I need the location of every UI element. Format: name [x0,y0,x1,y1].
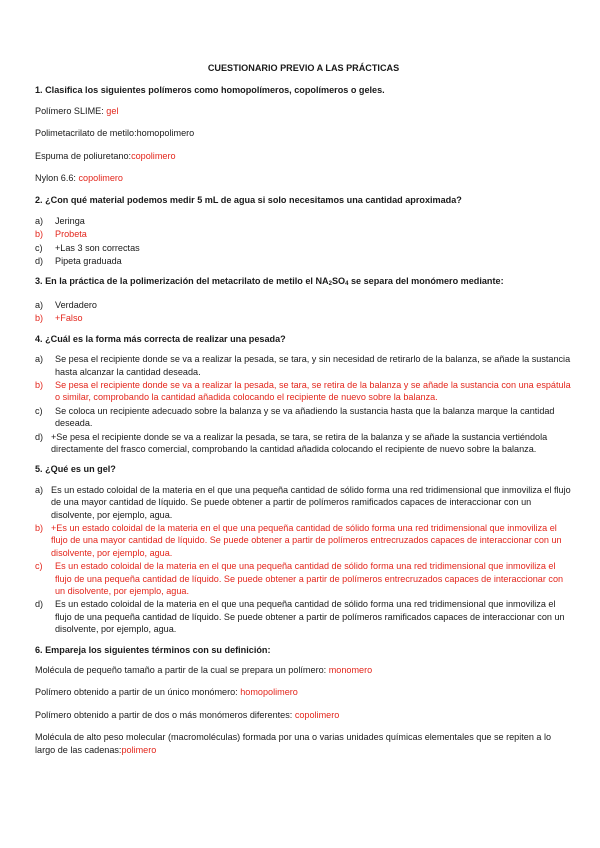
option-text: Se pesa el recipiente donde se va a realizar la pesada, se tara, y sin necesidad de retirarlo de la balanza, se añade la sustancia hasta alcanzar la cantidad deseada. [55,354,571,377]
q1-item-pmma [35,127,572,139]
q2-option-d [35,255,572,267]
q6-item-label: Polímero obtenido a partir de dos o más monómeros diferentes: [35,709,295,720]
q1-item-label: Polímero SLIME: [35,105,107,116]
option-text: +Las 3 son correctas [55,242,140,253]
q2-options [35,215,572,268]
question-6-heading: 6. Empareja los siguientes términos con su definición: [35,644,271,655]
q2-option-c [35,242,572,254]
question-2-heading: 2. ¿Con qué material podemos medir 5 mL de agua si solo necesitamos una cantidad aproximada? [35,195,462,206]
q5-option-b [35,522,572,559]
q4-option-a [35,353,572,378]
option-text: Verdadero [55,299,97,310]
option-text: Es un estado coloidal de la materia en el que una pequeña cantidad de sólido forma una red tridimensional que inmoviliza el flujo de una pequeña cantidad de líquido. Se puede obtener a partir de polímeros entrecruzados capaces de interaccionar con un disolvente, por ejemplo, agua. [55,561,564,596]
option-letter: d) [35,431,44,442]
option-text: Es un estado coloidal de la materia en el que una pequeña cantidad de sólido forma una red tridimensional que inmoviliza el flujo de una pequeña cantidad de líquido. Se puede obtener a partir de polímeros ramificados capaces de interaccionar con un disolvente, por ejemplo, agua. [55,599,565,635]
option-letter: c) [35,561,43,572]
q4-options [35,353,572,455]
question-4-heading: 4. ¿Cuál es la forma más correcta de realizar una pesada? [35,333,286,344]
q6-item-copolimero [35,709,572,721]
option-letter: b) [35,229,44,240]
option-letter: b) [35,313,44,324]
q2-option-a [35,215,572,227]
q6-item-answer: homopolimero [240,687,298,698]
q6-item-answer: monomero [328,665,373,676]
option-text: Se pesa el recipiente donde se va a realizar la pesada, se tara, se retira de la balanza y se añade la sustancia con una espátula o similar, comprobando la cantidad añadida colocando el recipiente de nuevo sobre la balanza. [55,379,571,403]
q1-item-answer: gel [106,105,119,116]
q4-option-c [35,405,572,430]
q6-item-monomero [35,664,572,676]
option-letter: d) [35,256,44,267]
question-5-heading: 5. ¿Qué es un gel? [35,464,116,475]
option-text: +Se pesa el recipiente donde se va a realizar la pesada, se tara, se retira de la balanza y se añade la sustancia vertiéndola directamente del frasco comercial, comprobando la cantidad añadida colocando el recipiente de nuevo sobre la balanza. [51,431,548,454]
document-title: CUESTIONARIO PREVIO A LAS PRÁCTICAS [207,63,400,73]
q5-option-a [35,484,572,521]
q4-option-d [35,431,572,456]
q6-item-polimero [35,731,572,756]
option-text: Es un estado coloidal de la materia en el que una pequeña cantidad de sólido forma una red tridimensional que inmoviliza el flujo de una mayor cantidad de líquido. Se puede obtener a partir de polímeros ramificados capaces de interaccionar con un disolvente, por ejemplo, agua. [51,484,571,520]
option-letter: a) [35,484,44,495]
option-letter: d) [35,599,44,610]
option-text: Jeringa [55,215,85,226]
option-letter: b) [35,379,44,390]
q1-item-nylon [35,172,572,184]
q3-option-b [35,312,572,324]
option-letter: c) [35,242,43,253]
option-letter: a) [35,354,44,365]
q3-heading-pre: 3. En la práctica de la polimerización del metacrilato de metilo el NA [35,276,329,287]
q3-subscript-4: 4 [345,281,349,288]
q6-item-label: Polímero obtenido a partir de un único monómero: [35,687,241,698]
option-letter: a) [35,215,44,226]
option-text: Se coloca un recipiente adecuado sobre la balanza y se va añadiendo la sustancia hasta que la balanza marque la cantidad deseada. [55,405,555,429]
q1-item-answer: copolimero [78,173,123,184]
option-letter: c) [35,405,43,416]
q4-option-b [35,379,572,404]
q5-option-d [35,598,572,635]
q3-options [35,299,572,325]
option-letter: a) [35,299,44,310]
q2-option-b [35,228,572,240]
q6-item-homopolimero [35,686,572,698]
option-text: +Falso [55,313,83,324]
option-text: Probeta [55,229,87,240]
option-letter: b) [35,522,44,533]
q1-item-pu-foam [35,150,572,162]
q6-item-label: Molécula de alto peso molecular (macromoléculas) formada por una o varias unidades químicas elementales que se repiten a lo largo de las cadenas: [35,732,552,755]
q6-item-answer: copolimero [294,709,340,720]
question-3-heading [35,275,572,290]
q3-heading-post: se separa del monómero mediante: [348,276,504,287]
q3-option-a [35,299,572,311]
q1-item-label: Nylon 6.6: [35,173,79,184]
q5-options [35,484,572,636]
q5-option-c [35,560,572,597]
q3-subscript-2: 2 [328,281,332,288]
q3-heading-mid: SO [331,276,346,287]
q6-item-label: Molécula de pequeño tamaño a partir de la cual se prepara un polímero: [35,665,329,676]
q1-item-label: Espuma de poliuretano: [35,150,132,161]
q6-item-answer: polimero [121,744,157,755]
option-text: +Es un estado coloidal de la materia en el que una pequeña cantidad de sólido forma una red tridimensional que inmoviliza el flujo de una mayor cantidad de líquido. Se puede obtener a partir de polímeros entrecruzados capaces de interaccionar con un disolvente, por ejemplo, agua. [51,522,562,558]
question-1-heading: 1. Clasifica los siguientes polímeros como homopolímeros, copolímeros o geles. [35,85,385,96]
q1-item-answer: homopolimero [136,128,195,139]
q1-item-answer: copolimero [131,150,176,161]
q1-item-slime [35,105,572,117]
q1-item-label: Polimetacrilato de metilo: [35,128,137,139]
option-text: Pipeta graduada [55,256,122,267]
